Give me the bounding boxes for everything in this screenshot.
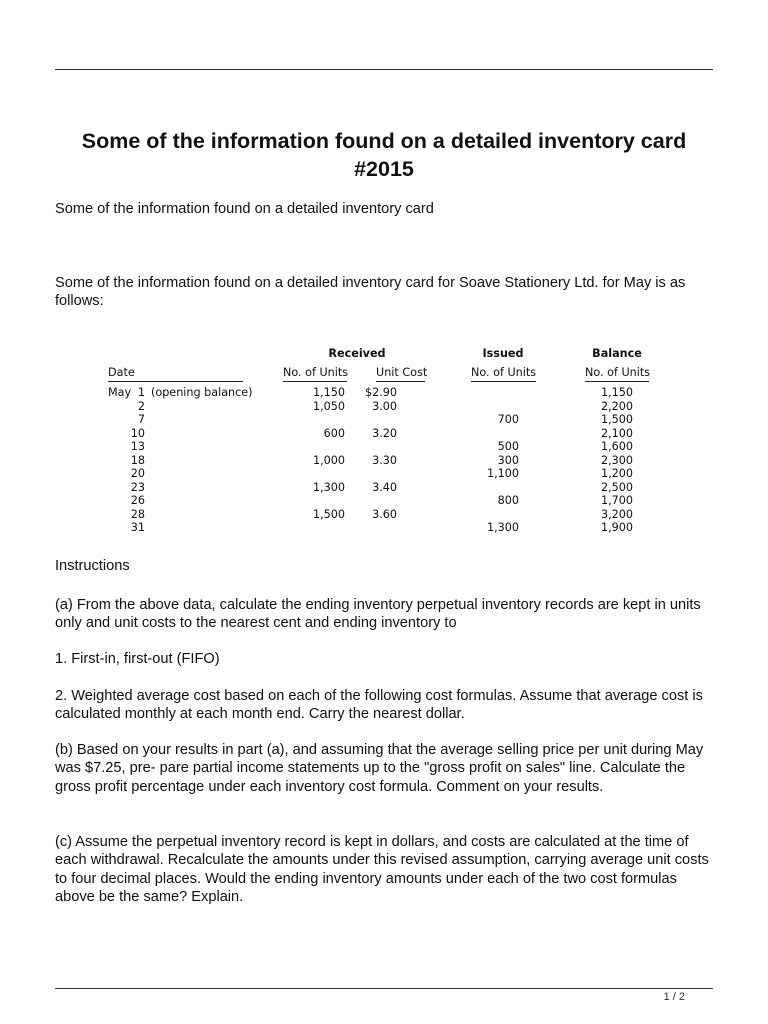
part-c-text: (c) Assume the perpetual inventory record is kept in dollars, and costs are calculated at the time of each withdrawal. Recalculate the amounts under this revised assumption, carrying average unit costs to four decimal places. Would the ending inventory amounts under each of the two cost formulas above be the same? Explain. xyxy=(55,834,709,905)
col-header-date: Date xyxy=(108,366,135,379)
cell-issued-units: 700 xyxy=(497,413,519,426)
cell-note: (opening balance) xyxy=(151,386,253,399)
cell-unit-cost: 3.60 xyxy=(372,507,397,521)
cell-day: 7 xyxy=(137,413,145,426)
cell-day: 23 xyxy=(130,480,145,494)
group-header-received: Received xyxy=(328,347,386,360)
underline-issued-units xyxy=(471,381,536,382)
cell-received-units: 1,050 xyxy=(312,399,345,413)
cell-received-units: 1,000 xyxy=(312,453,345,467)
item-2-text: 2. Weighted average cost based on each of the following cost formulas. Assume that average cost is calculated monthly at each month end. Carry the nearest dollar. xyxy=(55,688,703,723)
page-number: 1 / 2 xyxy=(663,991,685,1003)
cell-day: 31 xyxy=(130,521,145,534)
cell-issued-units: 500 xyxy=(497,440,519,453)
cell-balance-units: 1,150 xyxy=(600,386,633,399)
underline-received-units xyxy=(283,381,347,382)
col-header-issued-units: No. of Units xyxy=(471,366,537,379)
col-header-received-units: No. of Units xyxy=(283,366,349,379)
group-header-balance: Balance xyxy=(592,347,642,360)
bottom-rule xyxy=(55,988,713,989)
cell-balance-units: 1,200 xyxy=(600,467,633,480)
cell-unit-cost: 3.40 xyxy=(372,480,397,494)
cell-received-units: 1,150 xyxy=(312,386,345,399)
cell-day: 2 xyxy=(137,399,145,413)
instructions-heading: Instructions xyxy=(55,558,130,574)
cell-day: 10 xyxy=(130,426,145,440)
col-header-unit-cost: Unit Cost xyxy=(376,366,428,379)
cell-day: 26 xyxy=(130,494,145,507)
cell-day: 1 xyxy=(137,386,145,399)
group-header-issued: Issued xyxy=(482,347,524,360)
cell-balance-units: 2,500 xyxy=(600,480,633,494)
cell-balance-units: 2,100 xyxy=(600,426,633,440)
cell-day: 28 xyxy=(130,507,145,521)
cell-balance-units: 1,900 xyxy=(600,521,633,534)
cell-balance-units: 1,600 xyxy=(600,440,633,453)
underline-unit-cost xyxy=(376,381,425,382)
intro-text: Some of the information found on a detailed inventory card for Soave Stationery Ltd. for May is as follows: xyxy=(55,275,686,310)
cell-unit-cost: $2.90 xyxy=(364,386,397,399)
page-title: Some of the information found on a detailed inventory card #2015 xyxy=(81,129,687,181)
cell-balance-units: 3,200 xyxy=(600,507,633,521)
cell-received-units: 1,300 xyxy=(312,480,345,494)
cell-balance-units: 2,200 xyxy=(600,399,633,413)
cell-received-units: 600 xyxy=(323,426,345,440)
cell-balance-units: 2,300 xyxy=(600,453,633,467)
cell-unit-cost: 3.20 xyxy=(372,426,397,440)
cell-day: 18 xyxy=(130,453,145,467)
cell-balance-units: 1,700 xyxy=(600,494,633,507)
cell-day: 13 xyxy=(130,440,145,453)
item-1-text: 1. First-in, first-out (FIFO) xyxy=(55,651,220,667)
underline-date xyxy=(108,381,243,382)
cell-issued-units: 1,300 xyxy=(486,521,519,534)
part-a-text: (a) From the above data, calculate the ending inventory perpetual inventory records are kept in units only and unit costs to the nearest cent and ending inventory to xyxy=(55,597,701,632)
cell-unit-cost: 3.00 xyxy=(372,399,397,413)
cell-received-units: 1,500 xyxy=(312,507,345,521)
part-b-text: (b) Based on your results in part (a), and assuming that the average selling price per unit during May was $7.25, pre- pare partial income statements up to the "gross profit on sales" line. Calculate the gross profit percentage under each inventory cost formula. Comment on your results. xyxy=(55,742,704,795)
cell-balance-units: 1,500 xyxy=(600,413,633,426)
col-header-balance-units: No. of Units xyxy=(585,366,651,379)
month-label: May xyxy=(108,386,132,399)
cell-issued-units: 800 xyxy=(497,494,519,507)
inventory-table xyxy=(108,346,668,536)
cell-unit-cost: 3.30 xyxy=(372,453,397,467)
top-rule xyxy=(55,69,713,70)
cell-day: 20 xyxy=(130,467,145,480)
subtitle-text: Some of the information found on a detailed inventory card xyxy=(55,201,434,217)
cell-issued-units: 1,100 xyxy=(486,467,519,480)
underline-balance-units xyxy=(585,381,649,382)
cell-issued-units: 300 xyxy=(497,453,519,467)
